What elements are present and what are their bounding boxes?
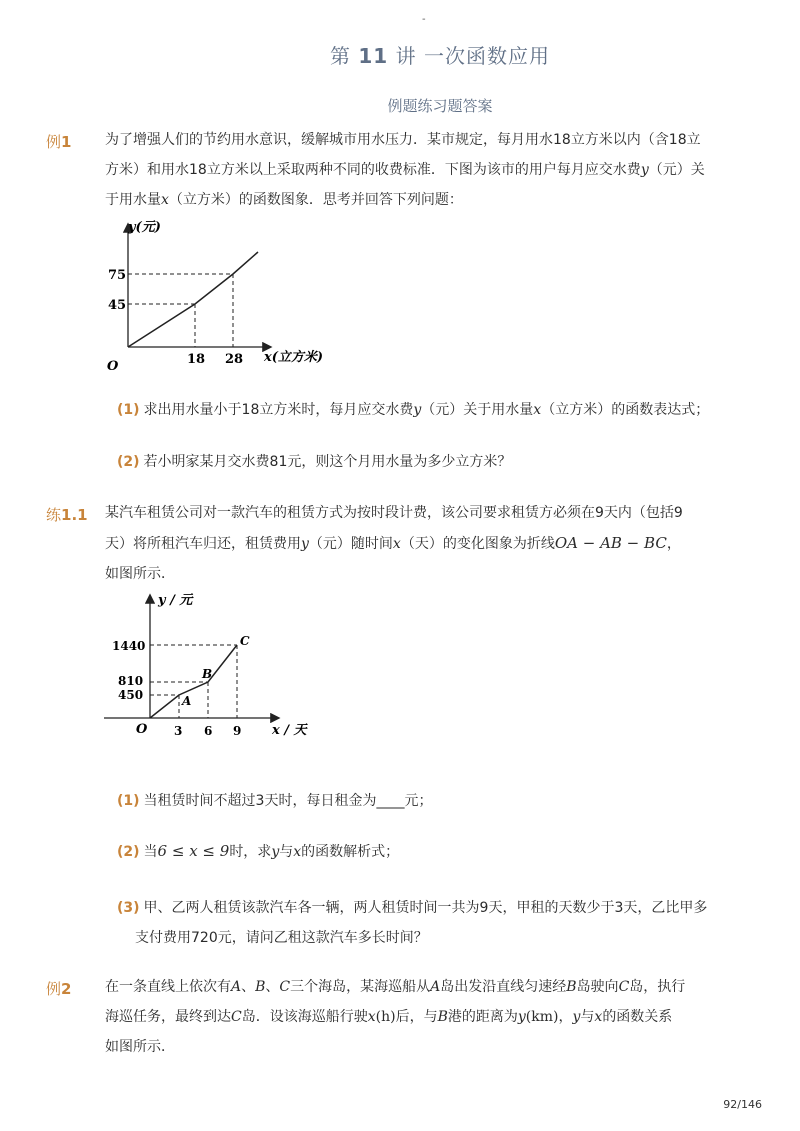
math-var: y	[301, 536, 309, 552]
practice11-label	[46, 504, 88, 525]
math-var: C	[618, 979, 630, 995]
example1-line2	[105, 155, 765, 185]
example2-line1	[105, 972, 765, 1002]
text-run: （立方米）的函数图象．思考并回答下列问题：	[168, 192, 463, 208]
y-tick-75: 75	[108, 268, 127, 283]
example1-label	[46, 131, 71, 152]
y-axis-label: y / 元	[158, 593, 193, 608]
math-var: C	[279, 979, 291, 995]
practice11-label-num: 1.1	[61, 506, 88, 524]
text-run: ，	[558, 1009, 573, 1025]
y-tick-810: 810	[118, 674, 144, 688]
y-tick-1440: 1440	[112, 639, 146, 653]
math-var: y	[572, 1009, 581, 1025]
text-run: 的函数关系	[602, 1009, 673, 1025]
text-run: 在一条直线上依次有	[105, 979, 231, 995]
math-var: x	[392, 536, 401, 552]
origin-label: O	[107, 359, 119, 374]
math-var: x	[594, 1009, 603, 1025]
math-expression: OA − AB − BC	[554, 534, 667, 552]
text-run: 三个海岛，某海巡船从	[290, 979, 431, 995]
math-var: C	[231, 1009, 242, 1025]
math-var: x	[293, 844, 302, 860]
example1-label-text: 例	[46, 133, 62, 151]
practice11-line2	[105, 528, 765, 559]
text-run: 、	[241, 979, 256, 995]
practice11-question1	[117, 790, 432, 810]
text-run: 求出用水量小于18立方米时，每月应交水费	[143, 402, 414, 418]
text-run: （立方米）的函数表达式；	[541, 402, 710, 418]
x-tick-3: 3	[174, 724, 183, 738]
page-subtitle: 例题练习题答案	[387, 97, 493, 115]
y-tick-45: 45	[108, 298, 127, 313]
unit: (km)	[525, 1009, 559, 1025]
text-run: 方米）和用水18立方米以上采取两种不同的收费标准．下图为该市的用户每月应交水费	[105, 162, 641, 178]
question-number: (1)	[117, 402, 140, 418]
question3-line1	[117, 893, 707, 923]
example1-question1	[117, 399, 709, 419]
rental-fee-graph	[100, 588, 315, 748]
math-var: B	[566, 979, 577, 995]
practice11-line1: 某汽车租赁公司对一款汽车的租赁方式为按时段计费，该公司要求租赁方必须在9天内（包括9	[105, 505, 683, 521]
example2-text	[105, 972, 765, 1062]
text-run: （元）随时间	[308, 536, 393, 552]
text-run: 岛驶向	[576, 979, 619, 995]
text-run: 时，求	[229, 844, 272, 860]
title-number: 11	[358, 44, 389, 68]
question-number: (1)	[117, 793, 140, 809]
math-var: y	[517, 1009, 526, 1025]
example2-label-text: 例	[46, 980, 62, 998]
x-axis-label: x(立方米)	[264, 350, 324, 365]
text-run: （元）关	[648, 162, 705, 178]
page-number: 92/146	[723, 1098, 762, 1111]
example2-label	[46, 978, 71, 999]
practice11-question2	[117, 841, 399, 861]
text-run: 岛出发沿直线匀速经	[440, 979, 567, 995]
question3-line2: 支付费用720元，请问乙租这款汽车多长时间？	[135, 930, 428, 946]
unit: (h)	[375, 1009, 396, 1025]
page-title	[0, 40, 800, 69]
y-axis-label: y(元)	[128, 220, 161, 235]
math-var: x	[533, 402, 542, 418]
top-mark: -	[422, 14, 426, 25]
practice11-question3	[117, 893, 707, 953]
text-run: 与	[580, 1009, 595, 1025]
x-tick-28: 28	[225, 352, 244, 367]
text-run: 当租赁时间不超过3天时，每日租金为____元；	[143, 793, 433, 809]
text-run: 岛，执行	[629, 979, 686, 995]
point-c-label: C	[240, 634, 250, 648]
text-run: 的函数解析式；	[301, 844, 400, 860]
practice11-label-text: 练	[46, 506, 62, 524]
example2-label-num: 2	[61, 980, 72, 998]
question-number: (3)	[117, 900, 140, 916]
text-run: （元）关于用水量	[421, 402, 534, 418]
title-suffix: 讲 一次函数应用	[395, 44, 550, 68]
text-run: 与	[279, 844, 294, 860]
math-var: x	[367, 1009, 376, 1025]
practice11-text	[105, 498, 765, 589]
text-run: 甲、乙两人租赁该款汽车各一辆，两人租赁时间一共为9天，甲租的天数少于3天，乙比甲多	[143, 900, 708, 916]
example1-text	[105, 125, 765, 215]
water-fee-graph	[100, 215, 340, 380]
text-run: 岛．设该海巡船行驶	[241, 1009, 368, 1025]
fee-line	[128, 252, 258, 347]
question-number: (2)	[117, 454, 140, 470]
math-var: A	[231, 979, 242, 995]
point-b-label: B	[202, 667, 213, 681]
text-run: 、	[265, 979, 280, 995]
text-run: 港的距离为	[447, 1009, 518, 1025]
x-tick-18: 18	[187, 352, 206, 367]
origin-label: O	[136, 722, 148, 737]
math-var: x	[161, 192, 169, 208]
text-run: 若小明家某月交水费81元，则这个月用水量为多少立方米？	[143, 454, 512, 470]
example2-line3: 如图所示．	[105, 1039, 175, 1055]
x-tick-9: 9	[233, 724, 242, 738]
text-run: 于用水量	[105, 192, 161, 208]
math-var: B	[437, 1009, 448, 1025]
question-number: (2)	[117, 844, 140, 860]
math-var: B	[255, 979, 266, 995]
x-tick-6: 6	[204, 724, 213, 738]
math-expression: 6 ≤ x ≤ 9	[157, 842, 230, 860]
example1-line3	[105, 185, 765, 215]
text-run: 海巡任务，最终到达	[105, 1009, 231, 1025]
text-run: 当	[143, 844, 158, 860]
x-axis-label: x / 天	[272, 723, 307, 738]
example1-question2	[117, 451, 511, 471]
point-a-label: A	[182, 694, 192, 708]
example1-label-num: 1	[61, 133, 72, 151]
text-run: 后，与	[395, 1009, 438, 1025]
math-var: y	[413, 402, 422, 418]
y-tick-450: 450	[118, 688, 144, 702]
math-var: y	[271, 844, 280, 860]
text-run: 天）将所租汽车归还，租赁费用	[105, 536, 301, 552]
text-run: ，	[666, 536, 681, 552]
example1-line1: 为了增强人们的节约用水意识，缓解城市用水压力．某市规定，每月用水18立方米以内（含18立	[105, 132, 701, 148]
practice11-line3: 如图所示．	[105, 566, 175, 582]
title-prefix: 第	[330, 44, 352, 68]
math-var: A	[430, 979, 441, 995]
math-var: y	[640, 162, 649, 178]
text-run: （天）的变化图象为折线	[400, 536, 555, 552]
example2-line2	[105, 1002, 765, 1032]
